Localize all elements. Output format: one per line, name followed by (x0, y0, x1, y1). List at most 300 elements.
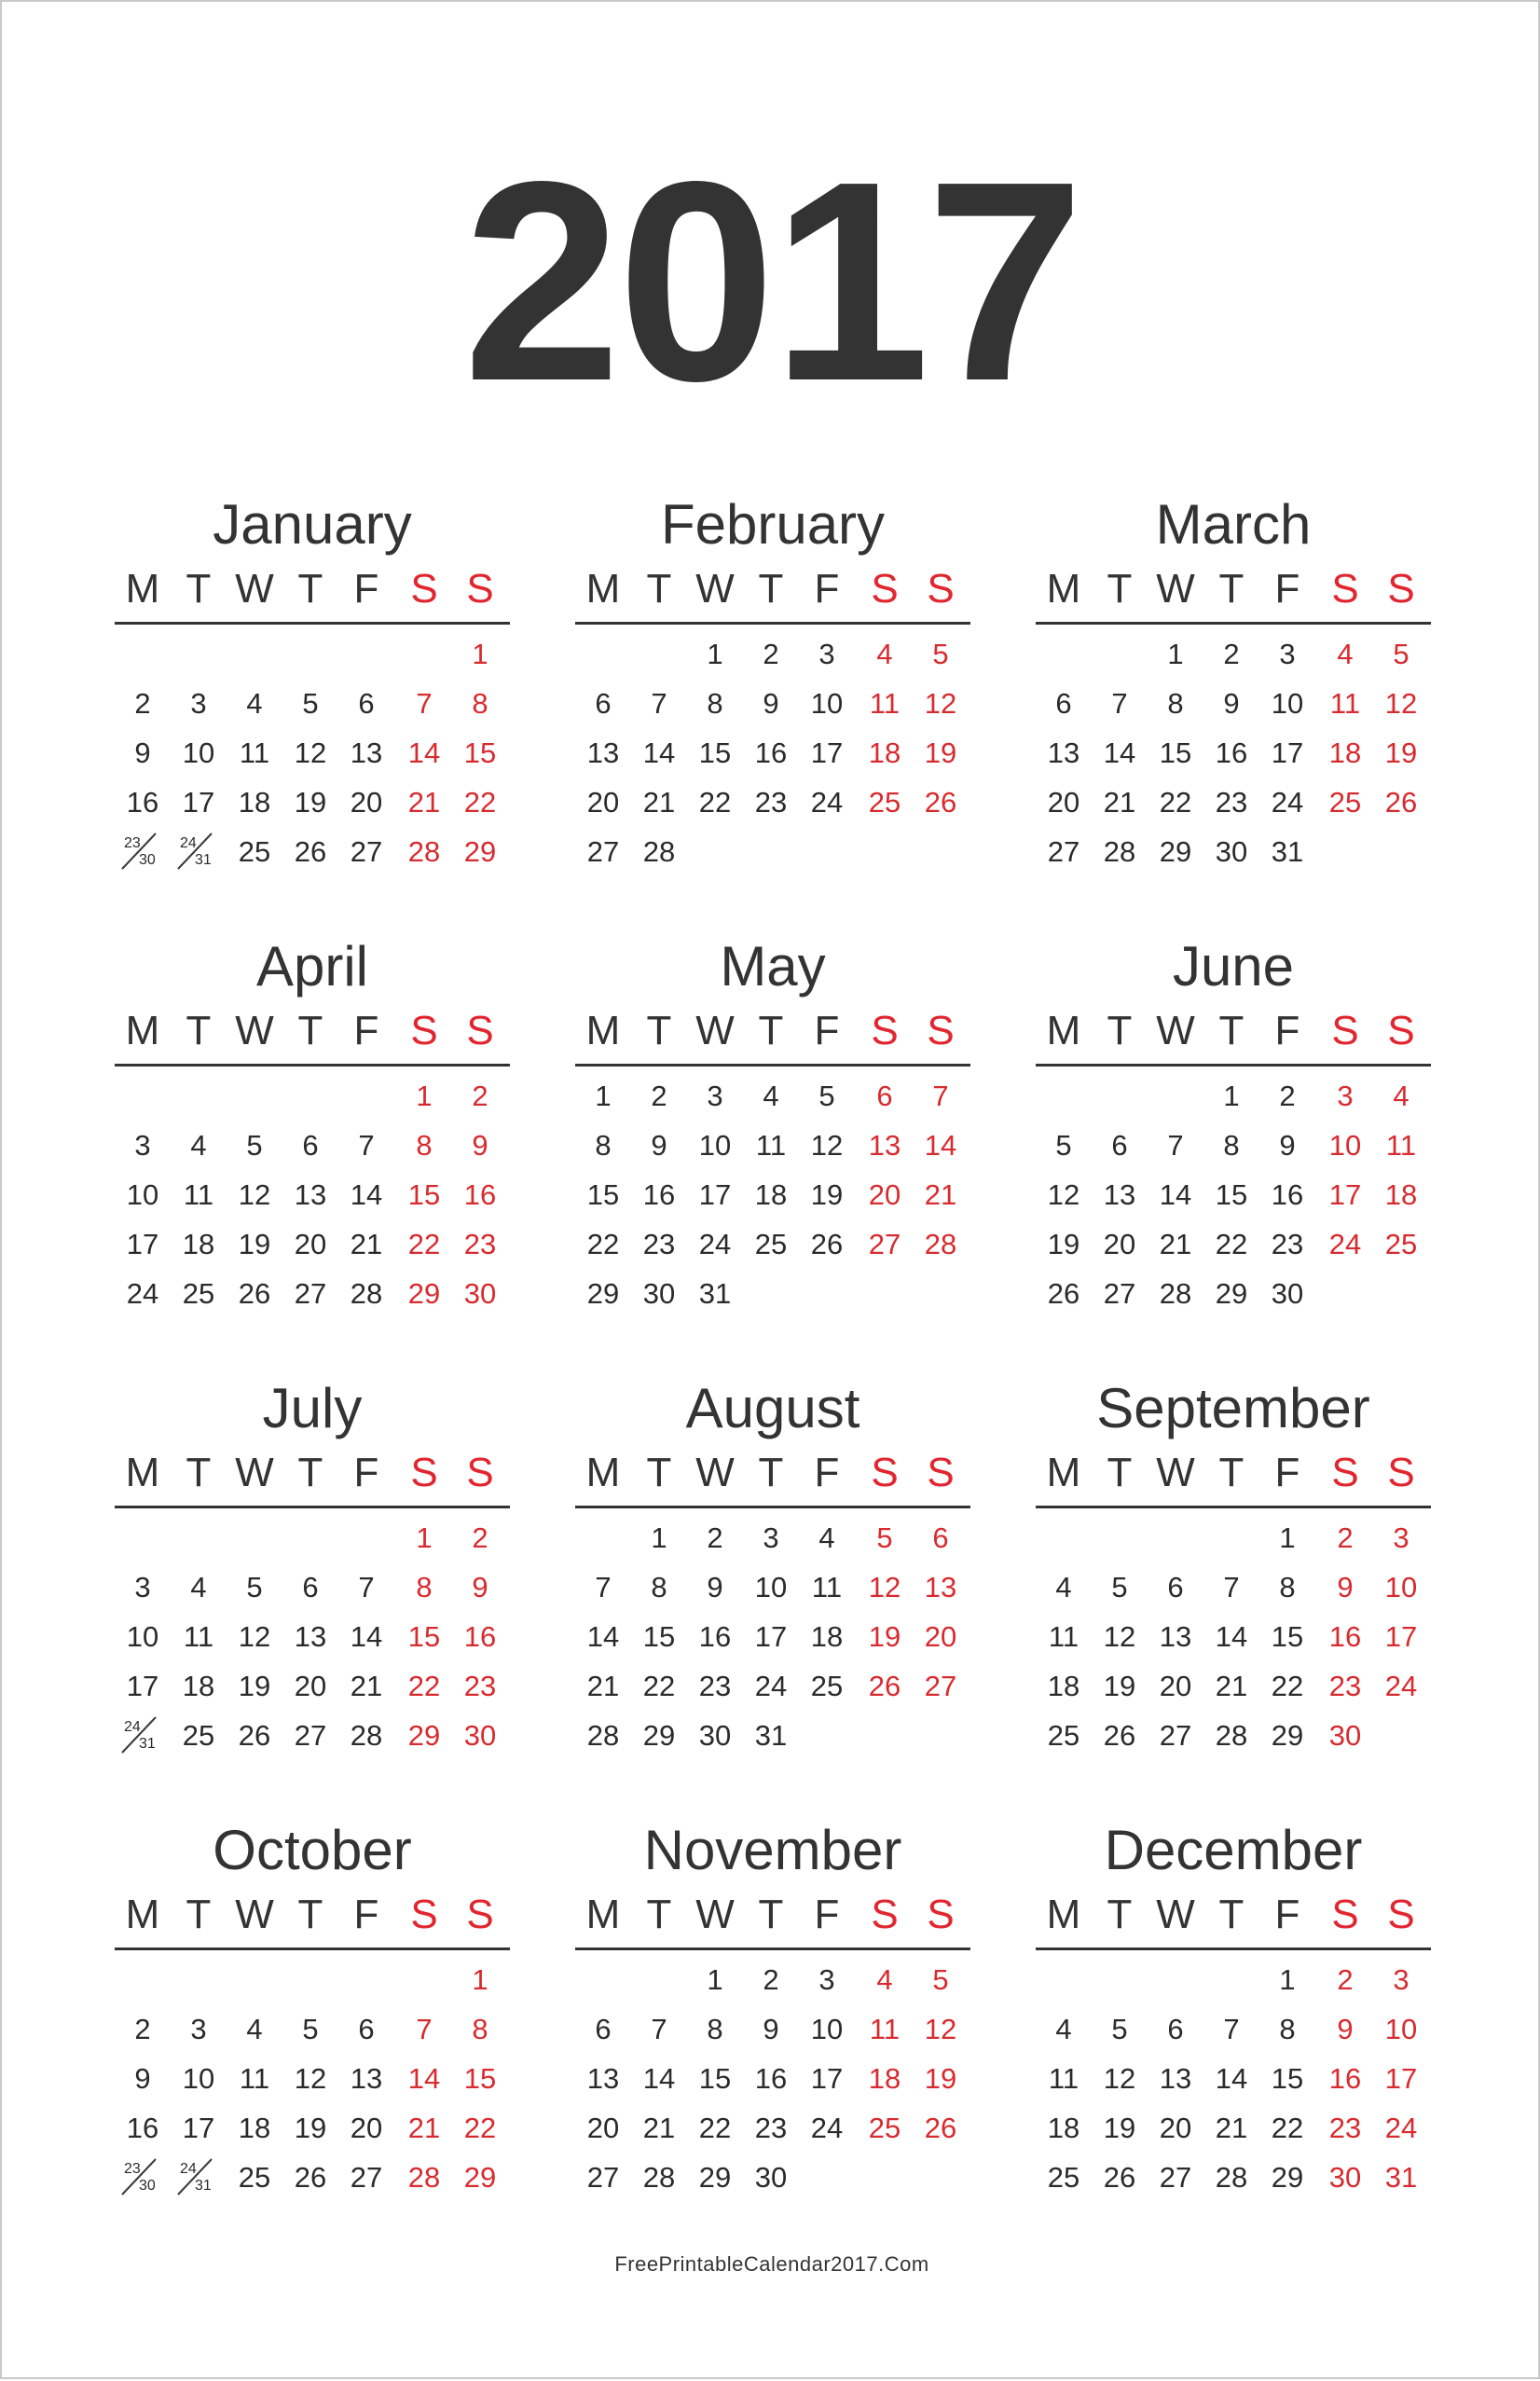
month-december (1036, 1814, 1431, 2215)
weekday-header: T (646, 1892, 672, 1937)
day-cell: 7 (358, 1571, 375, 1603)
weekday-header: S (927, 1892, 955, 1937)
day-cell: 23 (1328, 1670, 1362, 1702)
day-cell: 25 (1384, 1228, 1418, 1260)
day-cell: 26 (294, 835, 327, 868)
day-cell: 10 (1328, 1129, 1362, 1162)
merged-day-bottom: 30 (139, 2178, 156, 2194)
weekday-header: T (297, 1450, 323, 1495)
day-cell: 28 (1215, 2161, 1248, 2194)
weekday-header: F (353, 566, 379, 612)
merged-day-bottom: 31 (139, 1736, 156, 1752)
day-cell: 15 (586, 1178, 620, 1211)
day-cell: 25 (1047, 1719, 1080, 1752)
day-cell: 15 (407, 1620, 441, 1653)
weekday-header: S (871, 1450, 899, 1495)
weekday-header: T (758, 1008, 784, 1053)
day-cell: 21 (1103, 786, 1136, 819)
day-cell: 23 (754, 786, 788, 819)
day-cell: 8 (707, 2013, 723, 2045)
day-cell: 26 (810, 1228, 844, 1260)
year-title: 2017 (462, 122, 1081, 440)
day-cell: 1 (1167, 638, 1184, 670)
day-cell: 29 (1159, 835, 1192, 868)
day-cell: 15 (1271, 1620, 1304, 1653)
day-cell: 7 (416, 687, 433, 720)
day-cell: 1 (416, 1521, 433, 1554)
day-cell: 5 (932, 638, 949, 670)
day-cell: 26 (238, 1277, 271, 1310)
day-cell: 29 (586, 1277, 620, 1310)
day-cell: 9 (472, 1571, 488, 1603)
day-cell: 9 (1337, 2013, 1354, 2045)
day-cell: 28 (1159, 1277, 1192, 1310)
day-cell: 29 (407, 1719, 441, 1752)
weekday-header: W (235, 1450, 274, 1495)
day-cell: 11 (1048, 2062, 1079, 2095)
month-may (575, 930, 970, 1331)
day-cell: 13 (868, 1129, 901, 1162)
weekday-header: W (695, 566, 735, 612)
day-cell: 30 (754, 2161, 788, 2194)
day-cell: 10 (182, 736, 215, 769)
day-cell: 17 (754, 1620, 788, 1653)
day-cell: 10 (126, 1178, 159, 1211)
day-cell: 22 (698, 2112, 732, 2144)
day-cell: 8 (416, 1571, 433, 1603)
month-february (575, 489, 970, 889)
day-cell: 22 (1215, 1228, 1248, 1260)
day-cell: 12 (924, 687, 957, 720)
day-cell: 25 (182, 1719, 215, 1752)
day-cell: 8 (1279, 1571, 1296, 1603)
day-cell: 10 (182, 2062, 215, 2095)
day-cell: 26 (294, 2161, 327, 2194)
day-cell: 8 (595, 1129, 612, 1162)
day-cell: 25 (810, 1670, 844, 1702)
weekday-header: T (1218, 566, 1244, 612)
weekday-header: M (585, 566, 621, 612)
day-cell: 23 (1215, 786, 1248, 819)
day-cell: 27 (1103, 1277, 1136, 1310)
weekday-header: T (1218, 1008, 1244, 1053)
day-cell: 22 (1271, 1670, 1304, 1702)
merged-day-cell (115, 2154, 171, 2202)
day-cell: 15 (698, 2062, 732, 2095)
day-cell: 29 (407, 1277, 441, 1310)
weekday-header: M (585, 1450, 621, 1495)
day-cell: 17 (182, 786, 215, 819)
day-cell: 26 (868, 1670, 901, 1702)
day-cell: 5 (818, 1080, 835, 1112)
month-title: March (1155, 493, 1312, 556)
day-cell: 12 (868, 1571, 901, 1603)
weekday-header: S (871, 1008, 899, 1053)
day-cell: 2 (1337, 1963, 1354, 1996)
weekday-header: S (871, 566, 899, 612)
day-cell: 3 (818, 1963, 835, 1996)
day-cell: 24 (810, 786, 844, 819)
merged-day-top: 24 (124, 1719, 141, 1735)
weekday-header: S (466, 566, 494, 612)
day-cell: 24 (1384, 2112, 1418, 2144)
weekday-header: W (1156, 1450, 1195, 1495)
day-cell: 5 (1393, 638, 1409, 670)
day-cell: 25 (868, 2112, 901, 2144)
day-cell: 23 (463, 1228, 497, 1260)
day-cell: 23 (463, 1670, 497, 1702)
day-cell: 10 (1271, 687, 1304, 720)
day-cell: 29 (1271, 2161, 1304, 2194)
day-cell: 31 (698, 1277, 732, 1310)
day-cell: 4 (190, 1129, 207, 1162)
day-cell: 31 (1271, 835, 1304, 868)
weekday-header: T (646, 566, 672, 612)
day-cell: 1 (595, 1080, 612, 1112)
day-cell: 22 (407, 1228, 441, 1260)
day-cell: 29 (1215, 1277, 1248, 1310)
day-cell: 2 (472, 1521, 488, 1554)
month-august (575, 1372, 970, 1773)
day-cell: 27 (350, 835, 383, 868)
day-cell: 12 (810, 1129, 844, 1162)
day-cell: 5 (302, 2013, 319, 2045)
month-title: August (685, 1377, 860, 1439)
day-cell: 3 (134, 1129, 151, 1162)
merged-day-bottom: 31 (195, 2178, 212, 2194)
day-cell: 17 (1384, 1620, 1418, 1653)
day-cell: 26 (1103, 1719, 1136, 1752)
day-cell: 7 (416, 2013, 433, 2045)
header-divider (115, 1947, 510, 1950)
day-cell: 30 (1328, 2161, 1362, 2194)
month-september (1036, 1372, 1431, 1773)
day-cell: 6 (876, 1080, 893, 1112)
day-cell: 7 (358, 1129, 375, 1162)
month-title: February (660, 493, 886, 556)
weekday-header: S (927, 1008, 955, 1053)
day-cell: 4 (876, 638, 893, 670)
day-cell: 23 (1271, 1228, 1304, 1260)
month-title: September (1096, 1377, 1370, 1439)
day-cell: 11 (869, 2013, 901, 2045)
day-cell: 24 (1271, 786, 1304, 819)
day-cell: 3 (1393, 1963, 1409, 1996)
day-cell: 29 (1271, 1719, 1304, 1752)
day-cell: 9 (651, 1129, 667, 1162)
day-cell: 22 (642, 1670, 676, 1702)
weekday-header: S (1387, 1008, 1415, 1053)
day-cell: 21 (407, 2112, 441, 2144)
weekday-header: S (410, 1892, 438, 1937)
day-cell: 9 (1337, 1571, 1354, 1603)
weekday-header: S (871, 1892, 899, 1937)
header-divider (1036, 1064, 1431, 1067)
day-cell: 14 (1215, 1620, 1248, 1653)
weekday-header: S (1331, 1892, 1359, 1937)
day-cell: 23 (754, 2112, 788, 2144)
weekday-header: T (1107, 1892, 1133, 1937)
weekday-header: T (297, 1892, 323, 1937)
day-cell: 1 (1223, 1080, 1240, 1112)
weekday-header: W (695, 1892, 735, 1937)
day-cell: 29 (642, 1719, 676, 1752)
weekday-header: S (1387, 566, 1415, 612)
day-cell: 6 (358, 2013, 375, 2045)
weekday-header: W (1156, 1892, 1195, 1937)
weekday-header: W (235, 566, 274, 612)
day-cell: 12 (238, 1178, 271, 1211)
day-cell: 6 (358, 687, 375, 720)
day-cell: 19 (924, 736, 957, 769)
day-cell: 16 (1328, 1620, 1362, 1653)
day-cell: 8 (651, 1571, 667, 1603)
day-cell: 21 (350, 1228, 383, 1260)
weekday-header: S (1331, 1008, 1359, 1053)
weekday-header: M (1046, 1008, 1081, 1053)
weekday-header: T (297, 1008, 323, 1053)
day-cell: 23 (1328, 2112, 1362, 2144)
day-cell: 31 (1384, 2161, 1418, 2194)
merged-day-cell (171, 828, 227, 876)
day-cell: 4 (876, 1963, 893, 1996)
header-divider (115, 622, 510, 625)
day-cell: 10 (1384, 1571, 1418, 1603)
weekday-header: T (758, 1450, 784, 1495)
day-cell: 6 (932, 1521, 949, 1554)
weekday-header: S (1331, 1450, 1359, 1495)
day-cell: 12 (1384, 687, 1418, 720)
weekday-header: W (235, 1008, 274, 1053)
day-cell: 13 (586, 2062, 620, 2095)
day-cell: 4 (763, 1080, 779, 1112)
day-cell: 3 (707, 1080, 723, 1112)
day-cell: 12 (238, 1620, 271, 1653)
day-cell: 6 (1055, 687, 1072, 720)
day-cell: 1 (1279, 1963, 1296, 1996)
day-cell: 24 (1328, 1228, 1362, 1260)
day-cell: 11 (183, 1620, 214, 1653)
month-title: December (1104, 1819, 1363, 1881)
day-cell: 27 (586, 835, 620, 868)
day-cell: 19 (1384, 736, 1418, 769)
day-cell: 27 (924, 1670, 957, 1702)
day-cell: 21 (642, 786, 676, 819)
day-cell: 18 (238, 2112, 271, 2144)
day-cell: 5 (246, 1129, 263, 1162)
day-cell: 21 (1215, 1670, 1248, 1702)
weekday-header: F (353, 1008, 379, 1053)
day-cell: 13 (1103, 1178, 1136, 1211)
day-cell: 14 (586, 1620, 620, 1653)
day-cell: 26 (924, 786, 957, 819)
day-cell: 4 (246, 687, 263, 720)
day-cell: 20 (1159, 1670, 1192, 1702)
day-cell: 16 (754, 2062, 788, 2095)
header-divider (115, 1064, 510, 1067)
day-cell: 11 (869, 687, 901, 720)
day-cell: 18 (182, 1670, 215, 1702)
day-cell: 3 (190, 687, 207, 720)
day-cell: 10 (126, 1620, 159, 1653)
day-cell: 12 (294, 736, 327, 769)
weekday-header: T (1107, 1008, 1133, 1053)
weekday-header: T (646, 1008, 672, 1053)
day-cell: 18 (238, 786, 271, 819)
day-cell: 9 (472, 1129, 488, 1162)
day-cell: 17 (1328, 1178, 1362, 1211)
day-cell: 16 (463, 1178, 497, 1211)
day-cell: 11 (1385, 1129, 1417, 1162)
day-cell: 13 (1159, 1620, 1192, 1653)
day-cell: 15 (698, 736, 732, 769)
weekday-header: F (814, 566, 840, 612)
day-cell: 18 (182, 1228, 215, 1260)
day-cell: 17 (810, 736, 844, 769)
day-cell: 1 (472, 638, 488, 670)
day-cell: 27 (868, 1228, 901, 1260)
month-april (115, 930, 510, 1331)
day-cell: 3 (1337, 1080, 1354, 1112)
weekday-header: M (125, 1008, 160, 1053)
weekday-header: M (1046, 566, 1081, 612)
day-cell: 28 (407, 2161, 441, 2194)
day-cell: 28 (1215, 1719, 1248, 1752)
day-cell: 28 (642, 835, 676, 868)
day-cell: 1 (707, 638, 723, 670)
day-cell: 19 (924, 2062, 957, 2095)
day-cell: 4 (1337, 638, 1354, 670)
day-cell: 30 (1215, 835, 1248, 868)
day-cell: 29 (463, 2161, 497, 2194)
header-divider (1036, 1947, 1431, 1950)
day-cell: 1 (707, 1963, 723, 1996)
day-cell: 16 (1271, 1178, 1304, 1211)
day-cell: 11 (811, 1571, 843, 1603)
weekday-header: W (1156, 1008, 1195, 1053)
day-cell: 9 (134, 736, 151, 769)
weekday-header: F (814, 1450, 840, 1495)
day-cell: 19 (238, 1670, 271, 1702)
day-cell: 1 (416, 1080, 433, 1112)
day-cell: 25 (182, 1277, 215, 1310)
day-cell: 14 (407, 736, 441, 769)
day-cell: 1 (1279, 1521, 1296, 1554)
weekday-header: S (1331, 566, 1359, 612)
day-cell: 3 (763, 1521, 779, 1554)
day-cell: 19 (294, 786, 327, 819)
day-cell: 19 (868, 1620, 901, 1653)
day-cell: 24 (698, 1228, 732, 1260)
day-cell: 16 (754, 736, 788, 769)
merged-day-bottom: 31 (195, 852, 212, 868)
day-cell: 8 (416, 1129, 433, 1162)
day-cell: 24 (1384, 1670, 1418, 1702)
day-cell: 5 (302, 687, 319, 720)
day-cell: 9 (134, 2062, 151, 2095)
day-cell: 22 (586, 1228, 620, 1260)
day-cell: 6 (302, 1571, 319, 1603)
month-title: June (1172, 935, 1295, 998)
day-cell: 9 (1279, 1129, 1296, 1162)
weekday-header: S (410, 566, 438, 612)
day-cell: 25 (1047, 2161, 1080, 2194)
day-cell: 14 (350, 1620, 383, 1653)
day-cell: 11 (183, 1178, 214, 1211)
day-cell: 12 (1047, 1178, 1080, 1211)
day-cell: 30 (463, 1277, 497, 1310)
day-cell: 20 (586, 2112, 620, 2144)
day-cell: 26 (1103, 2161, 1136, 2194)
day-cell: 15 (1271, 2062, 1304, 2095)
day-cell: 26 (1047, 1277, 1080, 1310)
day-cell: 17 (810, 2062, 844, 2095)
day-cell: 14 (1215, 2062, 1248, 2095)
day-cell: 27 (350, 2161, 383, 2194)
day-cell: 7 (1223, 2013, 1240, 2045)
day-cell: 2 (134, 687, 151, 720)
day-cell: 13 (1047, 736, 1080, 769)
day-cell: 21 (350, 1670, 383, 1702)
day-cell: 25 (238, 2161, 271, 2194)
day-cell: 24 (810, 2112, 844, 2144)
weekday-header: F (814, 1008, 840, 1053)
day-cell: 16 (126, 2112, 159, 2144)
day-cell: 16 (1215, 736, 1248, 769)
weekday-header: M (125, 1892, 160, 1937)
day-cell: 12 (1103, 2062, 1136, 2095)
day-cell: 5 (1111, 1571, 1128, 1603)
month-july (115, 1372, 510, 1773)
weekday-header: T (1107, 1450, 1133, 1495)
day-cell: 12 (1103, 1620, 1136, 1653)
day-cell: 30 (1271, 1277, 1304, 1310)
day-cell: 5 (932, 1963, 949, 1996)
day-cell: 10 (810, 2013, 844, 2045)
day-cell: 26 (238, 1719, 271, 1752)
day-cell: 8 (1279, 2013, 1296, 2045)
weekday-header: W (695, 1008, 735, 1053)
day-cell: 11 (1329, 687, 1361, 720)
day-cell: 21 (407, 786, 441, 819)
day-cell: 16 (126, 786, 159, 819)
weekday-header: T (186, 1450, 212, 1495)
day-cell: 10 (754, 1571, 788, 1603)
day-cell: 6 (302, 1129, 319, 1162)
day-cell: 7 (1167, 1129, 1184, 1162)
day-cell: 14 (924, 1129, 957, 1162)
merged-day-cell (115, 828, 171, 876)
day-cell: 22 (463, 2112, 497, 2144)
day-cell: 16 (698, 1620, 732, 1653)
weekday-header: S (927, 566, 955, 612)
day-cell: 22 (1159, 786, 1192, 819)
day-cell: 13 (350, 2062, 383, 2095)
day-cell: 5 (876, 1521, 893, 1554)
day-cell: 20 (350, 786, 383, 819)
day-cell: 17 (126, 1228, 159, 1260)
day-cell: 21 (642, 2112, 676, 2144)
day-cell: 20 (1103, 1228, 1136, 1260)
day-cell: 15 (463, 2062, 497, 2095)
day-cell: 4 (190, 1571, 207, 1603)
day-cell: 11 (755, 1129, 787, 1162)
month-october (115, 1814, 510, 2215)
weekday-header: F (353, 1450, 379, 1495)
day-cell: 27 (586, 2161, 620, 2194)
day-cell: 20 (1047, 786, 1080, 819)
day-cell: 15 (463, 736, 497, 769)
